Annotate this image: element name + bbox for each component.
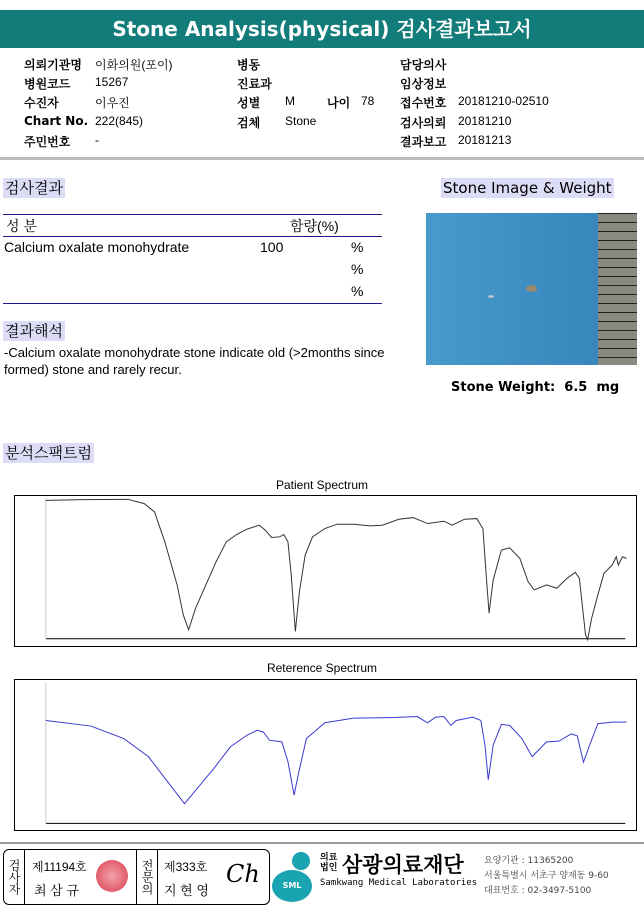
row-unit: % <box>351 283 364 299</box>
col1-label: 수진자 <box>24 96 59 110</box>
col1-value: - <box>95 133 99 147</box>
reference-spectrum-title: Reterence Spectrum <box>266 661 378 675</box>
col1-value: 이화의원(포이) <box>95 58 173 72</box>
col2-label: 검체 <box>237 116 261 130</box>
col-amount: 함량(%) <box>290 218 339 234</box>
col1-label: 의뢰기관명 <box>24 58 82 72</box>
col-component: 성 분 <box>6 218 37 234</box>
col1-value: 15267 <box>95 75 129 89</box>
col1-label: 주민번호 <box>24 135 71 149</box>
sml-logo: SML <box>272 852 322 902</box>
age-value: 78 <box>361 94 375 108</box>
org-prefix: 의료법인 <box>320 853 338 873</box>
interpretation-text: -Calcium oxalate monohydrate stone indicate old (>2months since formed) stone and rarely recur. <box>4 345 385 377</box>
row-unit: % <box>351 239 364 255</box>
stone-weight <box>451 380 619 395</box>
org-name: 삼광의료재단 <box>342 853 464 877</box>
age-label: 나이 <box>327 96 351 110</box>
row-unit: % <box>351 261 364 277</box>
col2-value: Stone <box>285 114 317 128</box>
col3-label: 결과보고 <box>400 135 447 149</box>
specialist-label: 전문의 <box>136 850 158 904</box>
signature: Ch <box>226 860 260 888</box>
report-title: Stone Analysis(physical) 검사결과보고서 <box>0 10 644 48</box>
reference-spectrum-chart <box>14 679 637 831</box>
col1-label: Chart No. <box>24 114 89 128</box>
col2-label: 성별 <box>237 96 261 110</box>
col1-value: 이우진 <box>95 96 130 110</box>
org-english: Samkwang Medical Laboratories <box>320 878 478 888</box>
col2-label: 진료과 <box>237 77 272 91</box>
patient-spectrum-title: Patient Spectrum <box>275 478 369 492</box>
col3-value: 20181210-02510 <box>458 94 549 108</box>
col3-label: 임상정보 <box>400 77 447 91</box>
table-top-line <box>3 214 382 215</box>
specialist-name: 지 현 영 <box>164 883 209 898</box>
stone-heading: Stone Image & Weight <box>443 179 612 197</box>
results-heading: 검사결과 <box>5 179 63 197</box>
footer-divider <box>0 842 644 844</box>
examiner-name: 최 삼 규 <box>34 883 79 898</box>
row-amount: 100 <box>260 239 284 255</box>
signature-box <box>3 849 270 905</box>
reference-spectrum-line <box>46 717 627 804</box>
col3-label: 담당의사 <box>400 58 447 72</box>
col1-value: 222(845) <box>95 114 144 128</box>
col3-value: 20181213 <box>458 133 512 147</box>
stone-image <box>426 213 637 365</box>
col3-label: 접수번호 <box>400 96 447 110</box>
divider <box>0 157 644 160</box>
weight-unit: mg <box>596 380 620 395</box>
patient-spectrum-line <box>46 499 627 639</box>
col2-label: 병동 <box>237 58 261 72</box>
org-address: 서울특별시 서초구 양재동 9-60 <box>484 871 609 881</box>
row-component: Calcium oxalate monohydrate <box>4 239 190 255</box>
examiner-no: 제11194호 <box>32 860 87 874</box>
weight-label: Stone Weight: <box>451 380 556 395</box>
examiner-label: 검사자 <box>4 850 25 904</box>
interpretation-heading: 결과해석 <box>5 322 63 340</box>
col3-label: 검사의뢰 <box>400 116 447 130</box>
spectrum-heading: 분석스팩트럼 <box>5 444 92 462</box>
table-header-line <box>3 236 382 237</box>
org-code: 요양기관 : 11365200 <box>484 856 574 866</box>
col1-label: 병원코드 <box>24 77 71 91</box>
weight-value: 6.5 <box>564 380 588 395</box>
col2-value: M <box>285 94 295 108</box>
seal-icon <box>96 860 128 892</box>
specialist-no: 제333호 <box>164 860 208 874</box>
table-bottom-line <box>3 303 382 304</box>
patient-spectrum-chart <box>14 495 637 647</box>
col3-value: 20181210 <box>458 114 512 128</box>
org-phone: 대표번호 : 02-3497-5100 <box>484 886 592 896</box>
